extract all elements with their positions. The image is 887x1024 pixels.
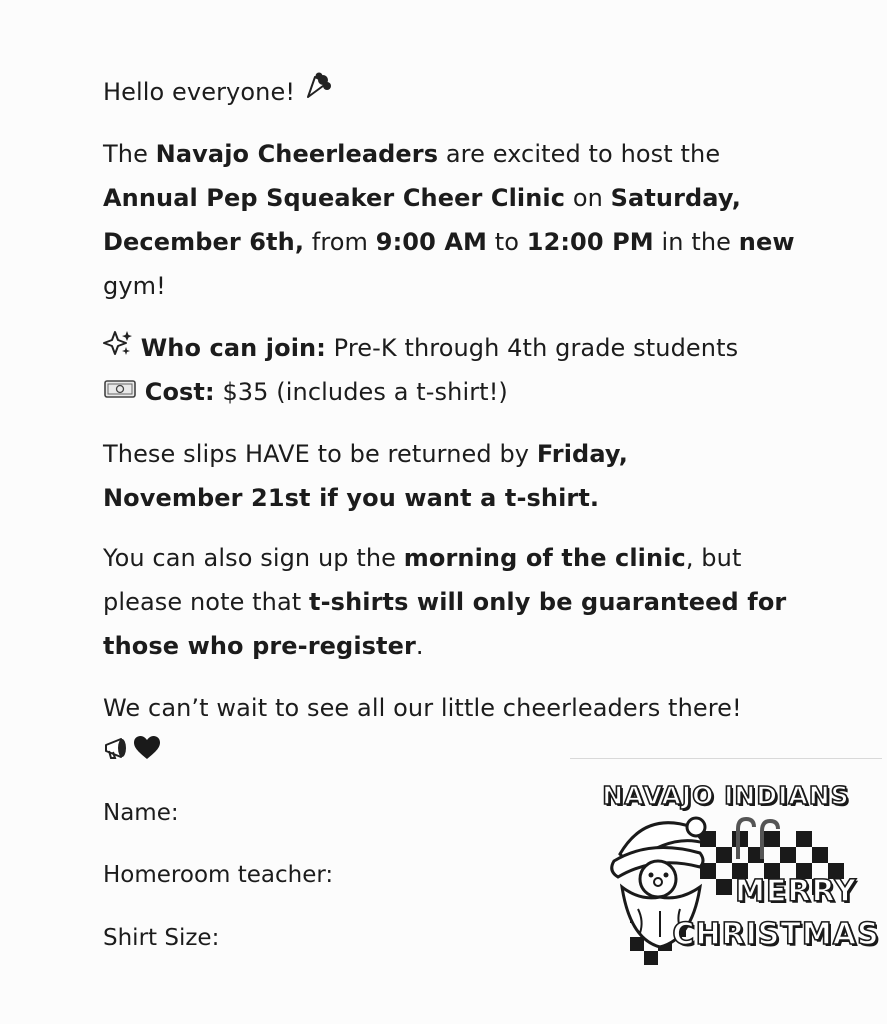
- graphic-merry: MERRY: [735, 874, 857, 909]
- homeroom-teacher-field-label: Homeroom teacher:: [103, 862, 334, 888]
- deadline-line-1: [103, 432, 628, 476]
- intro-text: to: [494, 228, 520, 256]
- signup-guarantee-part1: t-shirts will only be guaranteed for: [309, 588, 787, 616]
- dollar-bill-icon: [103, 371, 137, 415]
- place-part2: gym!: [103, 272, 166, 300]
- intro-text: from: [311, 228, 369, 256]
- deadline-date-part1: Friday,: [536, 440, 628, 468]
- event-name: Annual Pep Squeaker Cheer Clinic: [103, 184, 566, 212]
- graphic-title: NAVAJO INDIANS: [602, 781, 850, 810]
- closing-icons: [103, 730, 161, 775]
- signup-text: , but: [685, 544, 742, 572]
- deadline-text: These slips HAVE to be returned by: [103, 440, 530, 468]
- cost-line: [103, 370, 508, 415]
- deadline-date-part2: November 21st if you want a t-shirt.: [103, 484, 600, 512]
- signup-line-3: [103, 624, 424, 668]
- intro-text: The: [103, 140, 148, 168]
- event-date-part2: December 6th,: [103, 228, 305, 256]
- intro-line-4: [103, 264, 166, 308]
- intro-line-1: [103, 132, 720, 176]
- deadline-line-2: [103, 476, 599, 520]
- intro-text: in the: [661, 228, 732, 256]
- greeting-text: Hello everyone!: [103, 78, 296, 106]
- cost-value: $35 (includes a t-shirt!): [222, 378, 508, 406]
- signup-text: .: [415, 632, 424, 660]
- sparkles-icon: [103, 327, 133, 371]
- team-name: Navajo Cheerleaders: [155, 140, 439, 168]
- intro-text: on: [572, 184, 603, 212]
- signup-text: You can also sign up the: [103, 544, 397, 572]
- intro-text: are excited to host the: [445, 140, 721, 168]
- christmas-graphic: [570, 758, 882, 981]
- megaphone-icon: [103, 731, 133, 775]
- signup-text: please note that: [103, 588, 302, 616]
- greeting: [103, 70, 333, 115]
- who-line: [103, 326, 738, 371]
- end-time: 12:00 PM: [526, 228, 654, 256]
- signup-guarantee-part2: those who pre-register: [103, 632, 416, 660]
- cost-label: Cost:: [144, 378, 215, 406]
- intro-line-3: [103, 220, 795, 264]
- signup-morning: morning of the clinic: [403, 544, 686, 572]
- intro-line-2: [103, 176, 741, 220]
- who-label: Who can join:: [140, 334, 326, 362]
- pom-pom-icon: [303, 71, 333, 115]
- shirt-size-field-label: Shirt Size:: [103, 925, 220, 951]
- start-time: 9:00 AM: [375, 228, 487, 256]
- graphic-christmas: CHRISTMAS: [672, 917, 880, 952]
- who-value: Pre-K through 4th grade students: [333, 334, 739, 362]
- black-heart-icon: [133, 731, 161, 775]
- closing-text: We can’t wait to see all our little cheerleaders there!: [103, 694, 742, 722]
- name-field-label: Name:: [103, 800, 179, 826]
- signup-line-2: [103, 580, 786, 624]
- place-part1: new: [738, 228, 795, 256]
- event-date-part1: Saturday,: [610, 184, 741, 212]
- signup-line-1: [103, 536, 741, 580]
